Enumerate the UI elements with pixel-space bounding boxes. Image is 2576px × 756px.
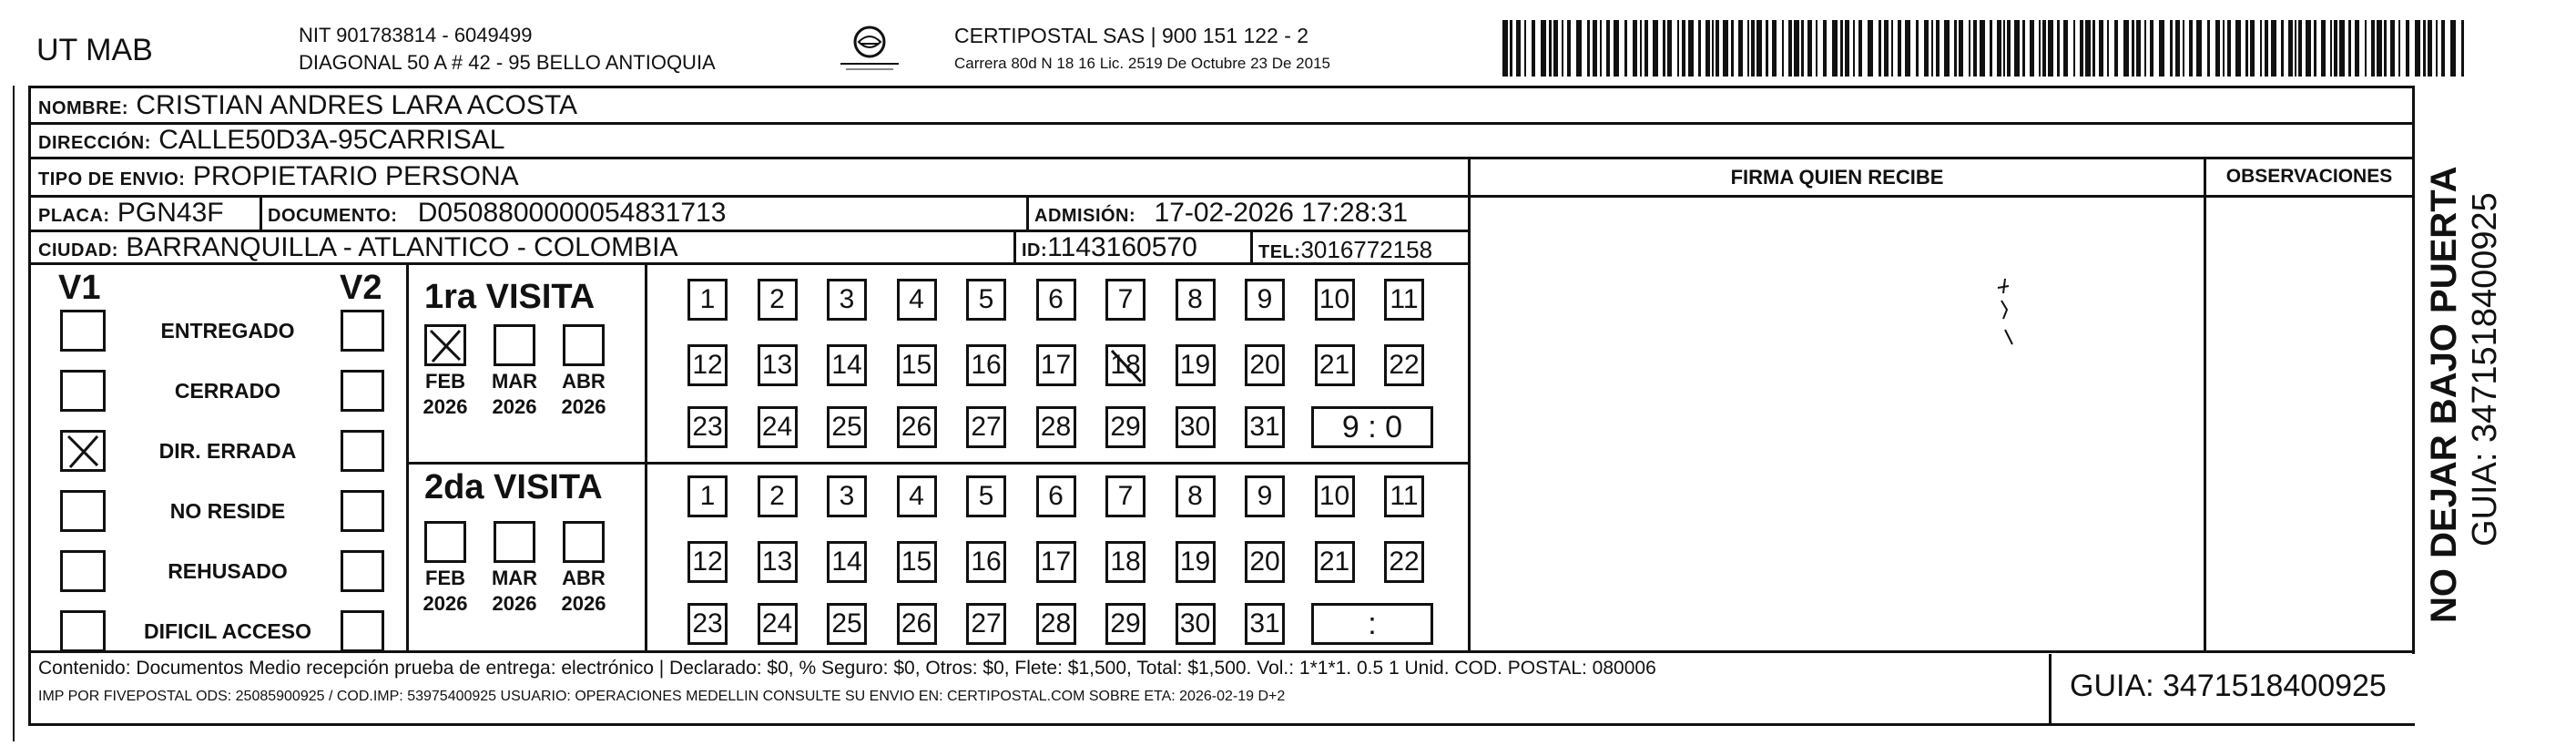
- second-visit-day-box[interactable]: 16: [966, 541, 1006, 583]
- first-visit-day-box[interactable]: 6: [1036, 279, 1076, 321]
- first-visit-day-box[interactable]: 20: [1245, 344, 1285, 386]
- v1-header: V1: [58, 269, 101, 307]
- first-visit-day-box[interactable]: 8: [1176, 279, 1216, 321]
- status-label: ENTREGADO: [160, 319, 295, 342]
- company-address: DIAGONAL 50 A # 42 - 95 BELLO ANTIOQUIA: [299, 51, 716, 74]
- second-visit-day-box[interactable]: 25: [827, 603, 867, 645]
- second-visit-month-label: ABR: [562, 567, 606, 589]
- first-visit-day-box[interactable]: 16: [966, 344, 1006, 386]
- ciudad-label: CIUDAD:: [38, 240, 118, 261]
- second-visit-day-box[interactable]: 23: [687, 603, 728, 645]
- company-nit: NIT 901783814 - 6049499: [299, 24, 533, 46]
- v1-checkbox[interactable]: [60, 490, 106, 532]
- second-visit-year-label: 2026: [561, 592, 606, 615]
- v1-checkbox[interactable]: [60, 430, 106, 472]
- footer-contenido: Contenido: Documentos Medio recepción prueba de entrega: electrónico | Declarado: $0, % Seguro: $0, Otros: $0, Flete: $1,500, Total: $1,500. Vol.: 1*1*1. 0.5 1 Unid. COD. POSTAL: 080006: [38, 658, 1656, 679]
- first-visit-day-box[interactable]: 27: [966, 406, 1006, 448]
- first-visit-day-box[interactable]: 17: [1036, 344, 1076, 386]
- first-visit-day-box[interactable]: 14: [827, 344, 867, 386]
- second-visit-day-box[interactable]: 3: [827, 475, 867, 517]
- second-visit-day-box[interactable]: 11: [1384, 475, 1424, 517]
- tipo-envio: PROPIETARIO PERSONA: [192, 161, 519, 191]
- v2-checkbox[interactable]: [341, 310, 384, 352]
- first-visit-day-box[interactable]: 18: [1105, 344, 1145, 386]
- first-visit-day-box[interactable]: 5: [966, 279, 1006, 321]
- status-label: REHUSADO: [168, 559, 288, 583]
- first-visit-day-box[interactable]: 3: [827, 279, 867, 321]
- first-visit-month-checkbox[interactable]: [424, 324, 466, 366]
- second-visit-day-box[interactable]: 21: [1315, 541, 1355, 583]
- second-visit-day-box[interactable]: 27: [966, 603, 1006, 645]
- tipo-envio-label: TIPO DE ENVIO:: [38, 169, 186, 189]
- first-visit-day-box[interactable]: 1: [687, 279, 728, 321]
- signature-scribble: [1985, 273, 2021, 355]
- first-visit-month-label: ABR: [562, 370, 606, 393]
- admision-label: ADMISIÓN:: [1034, 206, 1136, 226]
- id-value: 1143160570: [1047, 232, 1197, 262]
- v1-checkbox[interactable]: [60, 370, 106, 412]
- documento-value: D0508800000054831713: [417, 198, 727, 228]
- tel-label: TEL:: [1258, 242, 1301, 262]
- second-visit-day-box[interactable]: 14: [827, 541, 867, 583]
- second-visit-day-box[interactable]: 10: [1315, 475, 1355, 517]
- first-visit-time-box[interactable]: 9 : 0: [1311, 406, 1433, 448]
- second-visit-month-checkbox[interactable]: [424, 521, 466, 563]
- second-visit-day-box[interactable]: 24: [758, 603, 798, 645]
- ciudad-value: BARRANQUILLA - ATLANTICO - COLOMBIA: [126, 232, 678, 262]
- v2-checkbox[interactable]: [341, 550, 384, 592]
- second-visit-day-box[interactable]: 2: [758, 475, 798, 517]
- status-label: CERRADO: [174, 379, 281, 403]
- second-visit-day-box[interactable]: 31: [1245, 603, 1285, 645]
- footer-imp: IMP POR FIVEPOSTAL ODS: 25085900925 / COD.IMP: 53975400925 USUARIO: OPERACIONES MEDELLIN CONSULTE SU ENVIO EN: CERTIPOSTAL.COM SOBRE ETA: 2026-02-19 D+2: [38, 689, 1286, 704]
- second-visit-day-box[interactable]: 8: [1176, 475, 1216, 517]
- second-visit-day-box[interactable]: 15: [897, 541, 937, 583]
- carrier-name: CERTIPOSTAL SAS | 900 151 122 - 2: [954, 24, 1309, 47]
- first-visit-day-box[interactable]: 25: [827, 406, 867, 448]
- v2-checkbox[interactable]: [341, 370, 384, 412]
- first-visit-month-checkbox[interactable]: [494, 324, 535, 366]
- first-visit-year-label: 2026: [561, 395, 606, 418]
- second-visit-day-box[interactable]: 1: [687, 475, 728, 517]
- nombre-label: NOMBRE:: [38, 98, 129, 118]
- first-visit-day-box[interactable]: 7: [1105, 279, 1145, 321]
- first-visit-day-box[interactable]: 28: [1036, 406, 1076, 448]
- second-visit-day-box[interactable]: 29: [1105, 603, 1145, 645]
- first-visit-day-box[interactable]: 2: [758, 279, 798, 321]
- guia-box: [2049, 654, 2415, 723]
- admision-value: 17-02-2026 17:28:31: [1154, 198, 1409, 228]
- first-visit-year-label: 2026: [423, 395, 468, 418]
- first-visit-day-box[interactable]: 4: [897, 279, 937, 321]
- second-visit-day-box[interactable]: 13: [758, 541, 798, 583]
- tel-value: 3016772158: [1300, 236, 1433, 263]
- second-visit-day-box[interactable]: 12: [687, 541, 728, 583]
- second-visit-day-box[interactable]: 9: [1245, 475, 1285, 517]
- first-visit-day-box[interactable]: 22: [1384, 344, 1424, 386]
- v1-checkbox[interactable]: [60, 550, 106, 592]
- guia-box-text: GUIA: 3471518400925: [2070, 669, 2387, 703]
- second-visit-day-box[interactable]: 30: [1176, 603, 1216, 645]
- second-visit-year-label: 2026: [423, 592, 468, 615]
- first-visit-day-box[interactable]: 23: [687, 406, 728, 448]
- first-visit-day-box[interactable]: 15: [897, 344, 937, 386]
- v1-checkbox[interactable]: [60, 610, 106, 652]
- first-visit-day-box[interactable]: 11: [1384, 279, 1424, 321]
- v2-checkbox[interactable]: [341, 610, 384, 652]
- second-visit-day-box[interactable]: 22: [1384, 541, 1424, 583]
- second-visit-day-box[interactable]: 26: [897, 603, 937, 645]
- firma-header: FIRMA QUIEN RECIBE: [1730, 166, 1944, 189]
- first-visit-day-box[interactable]: 19: [1176, 344, 1216, 386]
- certipostal-logo: [833, 24, 906, 75]
- placa-label: PLACA:: [38, 206, 110, 226]
- second-visit-title: 2da VISITA: [424, 468, 603, 506]
- v2-checkbox[interactable]: [341, 490, 384, 532]
- carrier-license: Carrera 80d N 18 16 Lic. 2519 De Octubre 23 De 2015: [954, 55, 1330, 72]
- status-label: DIFICIL ACCESO: [143, 619, 311, 643]
- second-visit-month-label: MAR: [491, 567, 538, 589]
- first-visit-month-label: MAR: [491, 370, 538, 393]
- second-visit-day-box[interactable]: 18: [1105, 541, 1145, 583]
- recipient-address: CALLE50D3A-95CARRISAL: [158, 125, 505, 155]
- first-visit-month-label: FEB: [425, 370, 465, 393]
- second-visit-day-box[interactable]: 17: [1036, 541, 1076, 583]
- second-visit-day-box[interactable]: 5: [966, 475, 1006, 517]
- second-visit-time-box[interactable]: :: [1311, 603, 1433, 645]
- first-visit-day-box[interactable]: 12: [687, 344, 728, 386]
- first-visit-day-box[interactable]: 21: [1315, 344, 1355, 386]
- second-visit-month-checkbox[interactable]: [563, 521, 605, 563]
- first-visit-day-box[interactable]: 29: [1105, 406, 1145, 448]
- second-visit-day-box[interactable]: 28: [1036, 603, 1076, 645]
- first-visit-day-box[interactable]: 24: [758, 406, 798, 448]
- placa-value: PGN43F: [117, 198, 224, 228]
- company-name: UT MAB: [36, 33, 153, 67]
- second-visit-month-checkbox[interactable]: [494, 521, 535, 563]
- side-guia: GUIA: 3471518400925: [2466, 192, 2504, 547]
- documento-label: DOCUMENTO:: [268, 206, 398, 226]
- first-visit-day-box[interactable]: 30: [1176, 406, 1216, 448]
- first-visit-day-box[interactable]: 13: [758, 344, 798, 386]
- status-label: DIR. ERRADA: [158, 439, 297, 463]
- id-label: ID:: [1022, 240, 1048, 261]
- first-visit-month-checkbox[interactable]: [563, 324, 605, 366]
- second-visit-day-box[interactable]: 19: [1176, 541, 1216, 583]
- v1-checkbox[interactable]: [60, 310, 106, 352]
- side-warning: NO DEJAR BAJO PUERTA: [2424, 166, 2464, 623]
- barcode: [1502, 20, 2468, 77]
- second-visit-day-box[interactable]: 7: [1105, 475, 1145, 517]
- direccion-label: DIRECCIÓN:: [38, 133, 151, 153]
- v2-header: V2: [340, 269, 382, 307]
- first-visit-year-label: 2026: [492, 395, 537, 418]
- recipient-name: CRISTIAN ANDRES LARA ACOSTA: [136, 90, 577, 120]
- first-visit-title: 1ra VISITA: [424, 278, 596, 316]
- first-visit-day-box[interactable]: 31: [1245, 406, 1285, 448]
- first-visit-day-box[interactable]: 9: [1245, 279, 1285, 321]
- first-visit-day-box[interactable]: 26: [897, 406, 937, 448]
- second-visit-month-label: FEB: [425, 567, 465, 589]
- observaciones-header: OBSERVACIONES: [2225, 166, 2393, 187]
- v2-checkbox[interactable]: [341, 430, 384, 472]
- second-visit-year-label: 2026: [492, 592, 537, 615]
- second-visit-day-box[interactable]: 4: [897, 475, 937, 517]
- status-label: NO RESIDE: [169, 499, 286, 523]
- first-visit-day-box[interactable]: 10: [1315, 279, 1355, 321]
- second-visit-day-box[interactable]: 20: [1245, 541, 1285, 583]
- second-visit-day-box[interactable]: 6: [1036, 475, 1076, 517]
